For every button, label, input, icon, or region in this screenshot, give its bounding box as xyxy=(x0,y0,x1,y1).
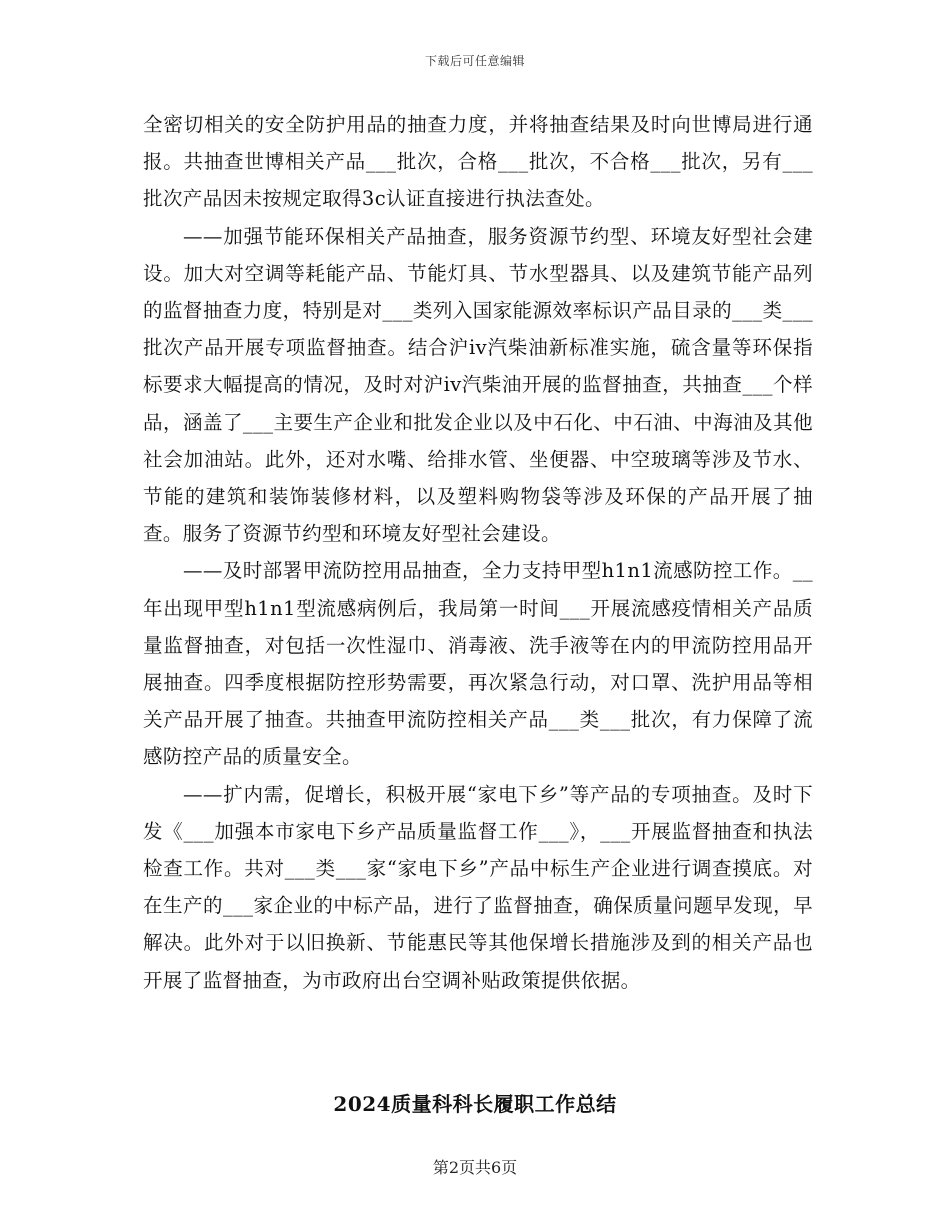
paragraph: 全密切相关的安全防护用品的抽查力度，并将抽查结果及时向世博局进行通报。共抽查世博相关产品___批次，合格___批次，不合格___批次，另有___批次产品因未按规定取得3c认证直接进行执法查处。 xyxy=(143,113,813,211)
paragraph: ——加强节能环保相关产品抽查，服务资源节约型、环境友好型社会建设。加大对空调等耗能产品、节能灯具、节水型器具、以及建筑节能产品列的监督抽查力度，特别是对___类列入国家能源效率标识产品目录的___类___批次产品开展专项监督抽查。结合沪iv汽柴油新标准实施，硫含量等环保指标要求大幅提高的情况，及时对沪iv汽柴油开展的监督抽查，共抽查___个样品，涵盖了___主要生产企业和批发企业以及中石化、中石油、中海油及其他社会加油站。此外，还对水嘴、给排水管、坐便器、中空玻璃等涉及节水、节能的建筑和装饰装修材料，以及塑料购物袋等涉及环保的产品开展了抽查。服务了资源节约型和环境友好型社会建设。 xyxy=(143,224,813,546)
section-title: 2024质量科科长履职工作总结 xyxy=(333,1092,617,1116)
paragraph: ——及时部署甲流防控用品抽查，全力支持甲型h1n1流感防控工作。__年出现甲型h1n1型流感病例后，我局第一时间___开展流感疫情相关产品质量监督抽查，对包括一次性湿巾、消毒液、洗手液等在内的甲流防控用品开展抽查。四季度根据防控形势需要，再次紧急行动，对口罩、洗护用品等相关产品开展了抽查。共抽查甲流防控相关产品___类___批次，有力保障了流感防控产品的质量安全。 xyxy=(143,559,813,769)
document-body xyxy=(143,106,813,999)
page-header: 下载后可任意编辑 xyxy=(424,54,525,68)
page-number: 第2页共6页 xyxy=(432,1158,518,1177)
paragraph: ——扩内需，促增长，积极开展“家电下乡”等产品的专项抽查。及时下发《___加强本市家电下乡产品质量监督工作___》，___开展监督抽查和执法检查工作。共对___类___家“家电下乡”产品中标生产企业进行调查摸底。对在生产的___家企业的中标产品，进行了监督抽查，确保质量问题早发现，早解决。此外对于以旧换新、节能惠民等其他保增长措施涉及到的相关产品也开展了监督抽查，为市政府出台空调补贴政策提供依据。 xyxy=(143,782,813,992)
